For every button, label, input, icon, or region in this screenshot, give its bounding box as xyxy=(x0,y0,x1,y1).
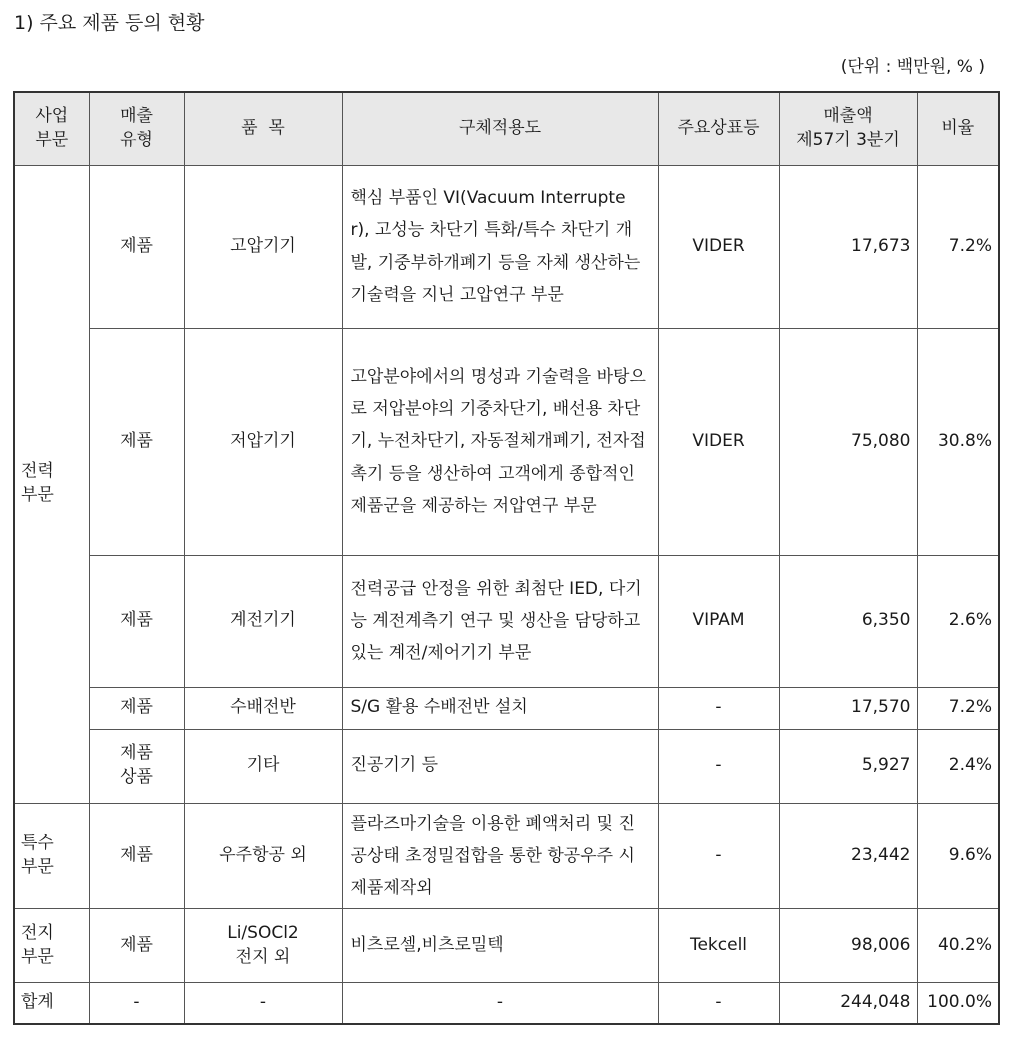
product-status-table xyxy=(13,91,1000,1025)
segment-cell-power: 전력 부문 xyxy=(14,165,89,803)
ratio-cell: 9.6% xyxy=(917,803,999,909)
sales-cell: 23,442 xyxy=(779,803,917,909)
header-item: 품 목 xyxy=(184,92,342,165)
ratio-cell: 7.2% xyxy=(917,687,999,729)
usage-cell: 고압분야에서의 명성과 기술력을 바탕으로 저압분야의 기중차단기, 배선용 차단기, 누전차단기, 자동절체개폐기, 전자접촉기 등을 생산하여 고객에게 종합적인 제품군을 제공하는 저압연구 부문 xyxy=(342,328,658,555)
ratio-cell: 2.4% xyxy=(917,729,999,803)
sales-type-cell: 제품 xyxy=(89,555,184,687)
usage-cell: 핵심 부품인 VI(Vacuum Interrupte r), 고성능 차단기 특화/특수 차단기 개발, 기중부하개폐기 등을 자체 생산하는 기술력을 지닌 고압연구 부문 xyxy=(342,165,658,328)
ratio-cell: 30.8% xyxy=(917,328,999,555)
sales-cell: 17,673 xyxy=(779,165,917,328)
item-cell: Li/SOCl2 전지 외 xyxy=(184,909,342,983)
table-row xyxy=(14,555,999,687)
sales-cell: 75,080 xyxy=(779,328,917,555)
item-cell: 수배전반 xyxy=(184,687,342,729)
header-ratio: 비율 xyxy=(917,92,999,165)
sales-type-cell: 제품 xyxy=(89,328,184,555)
sales-type-cell: 제품 xyxy=(89,165,184,328)
item-cell: - xyxy=(184,983,342,1024)
header-sales: 매출액 제57기 3분기 xyxy=(779,92,917,165)
item-cell: 우주항공 외 xyxy=(184,803,342,909)
total-sales: 244,048 xyxy=(779,983,917,1024)
brand-cell: VIPAM xyxy=(658,555,779,687)
unit-note: (단위 : 백만원, % ) xyxy=(840,57,985,77)
header-brand: 주요상표등 xyxy=(658,92,779,165)
ratio-cell: 7.2% xyxy=(917,165,999,328)
brand-cell: - xyxy=(658,729,779,803)
sales-cell: 17,570 xyxy=(779,687,917,729)
total-ratio: 100.0% xyxy=(917,983,999,1024)
table-row xyxy=(14,165,999,328)
table-row xyxy=(14,803,999,909)
brand-cell: VIDER xyxy=(658,328,779,555)
item-cell: 고압기기 xyxy=(184,165,342,328)
table-row xyxy=(14,687,999,729)
total-label: 합계 xyxy=(14,983,89,1024)
sales-type-cell: 제품 xyxy=(89,687,184,729)
brand-cell: - xyxy=(658,983,779,1024)
table-row xyxy=(14,729,999,803)
ratio-cell: 2.6% xyxy=(917,555,999,687)
item-cell: 계전기기 xyxy=(184,555,342,687)
segment-cell-battery: 전지 부문 xyxy=(14,909,89,983)
usage-cell: 진공기기 등 xyxy=(342,729,658,803)
table-row xyxy=(14,909,999,983)
usage-cell: 비츠로셀,비츠로밀텍 xyxy=(342,909,658,983)
sales-cell: 98,006 xyxy=(779,909,917,983)
usage-cell: - xyxy=(342,983,658,1024)
section-title: 1) 주요 제품 등의 현황 xyxy=(14,12,205,34)
sales-type-cell: 제품 xyxy=(89,909,184,983)
usage-cell: S/G 활용 수배전반 설치 xyxy=(342,687,658,729)
item-cell: 기타 xyxy=(184,729,342,803)
brand-cell: - xyxy=(658,687,779,729)
item-cell: 저압기기 xyxy=(184,328,342,555)
ratio-cell: 40.2% xyxy=(917,909,999,983)
brand-cell: Tekcell xyxy=(658,909,779,983)
usage-cell: 전력공급 안정을 위한 최첨단 IED, 다기능 계전계측기 연구 및 생산을 담당하고 있는 계전/제어기기 부문 xyxy=(342,555,658,687)
sales-type-cell: 제품 xyxy=(89,803,184,909)
header-segment: 사업 부문 xyxy=(14,92,89,165)
header-row xyxy=(14,92,999,165)
table-row xyxy=(14,328,999,555)
brand-cell: - xyxy=(658,803,779,909)
usage-cell: 플라즈마기술을 이용한 폐액처리 및 진공상태 초정밀접합을 통한 항공우주 시제품제작외 xyxy=(342,803,658,909)
sales-cell: 6,350 xyxy=(779,555,917,687)
sales-type-cell: - xyxy=(89,983,184,1024)
header-sales-type: 매출 유형 xyxy=(89,92,184,165)
brand-cell: VIDER xyxy=(658,165,779,328)
header-usage: 구체적용도 xyxy=(342,92,658,165)
total-row xyxy=(14,983,999,1024)
sales-cell: 5,927 xyxy=(779,729,917,803)
sales-type-cell: 제품 상품 xyxy=(89,729,184,803)
segment-cell-special: 특수 부문 xyxy=(14,803,89,909)
